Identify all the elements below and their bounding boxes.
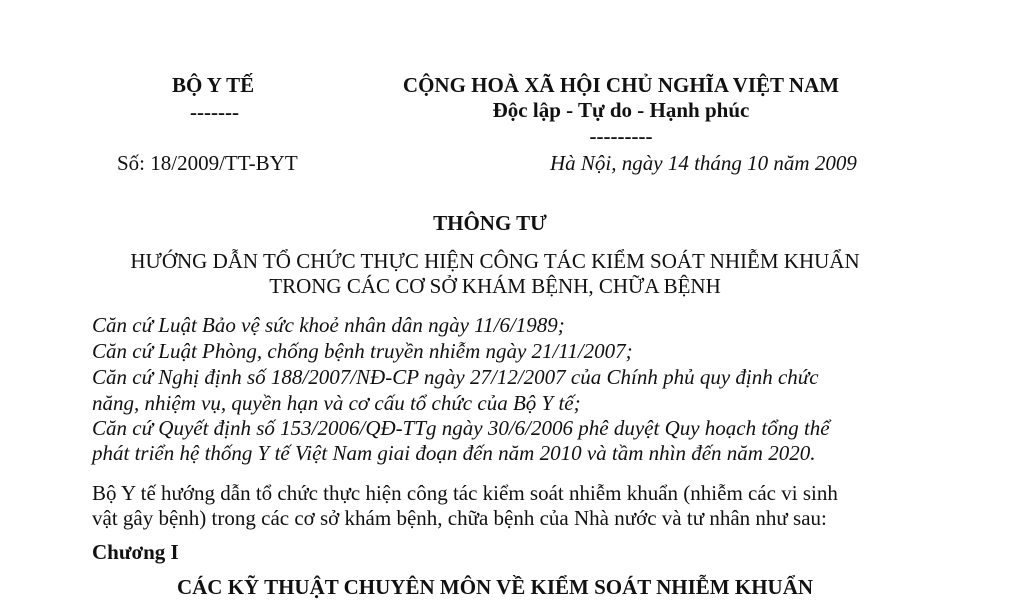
legal-basis-line: năng, nhiệm vụ, quyền hạn và cơ cấu tổ chức của Bộ Y tế; <box>92 391 581 415</box>
legal-basis-line: Căn cứ Nghị định số 188/2007/NĐ-CP ngày 27/12/2007 của Chính phủ quy định chức <box>92 365 819 389</box>
legal-basis-line: Căn cứ Quyết định số 153/2006/QĐ-TTg ngày 30/6/2006 phê duyệt Quy hoạch tổng thể <box>92 416 830 440</box>
national-motto: Độc lập - Tự do - Hạnh phúc <box>492 98 750 122</box>
document-type: THÔNG TƯ <box>433 211 547 235</box>
document-title-line-2: TRONG CÁC CƠ SỞ KHÁM BỆNH, CHỮA BỆNH <box>269 274 721 298</box>
ministry-underline: ------- <box>190 100 239 124</box>
legal-basis-line: Căn cứ Luật Phòng, chống bệnh truyền nhiễm ngày 21/11/2007; <box>92 339 633 363</box>
ministry-name: BỘ Y TẾ <box>172 73 255 97</box>
chapter-title: CÁC KỸ THUẬT CHUYÊN MÔN VỀ KIỂM SOÁT NHIỄM KHUẨN <box>176 575 814 599</box>
legal-basis-line: Căn cứ Luật Bảo vệ sức khoẻ nhân dân ngày 11/6/1989; <box>92 313 565 337</box>
place-and-date: Hà Nội, ngày 14 tháng 10 năm 2009 <box>550 151 857 175</box>
motto-underline: --------- <box>589 124 653 148</box>
legal-basis-line: phát triển hệ thống Y tế Việt Nam giai đoạn đến năm 2010 và tầm nhìn đến năm 2020. <box>92 441 816 465</box>
chapter-label: Chương I <box>92 540 179 564</box>
intro-paragraph-line-2: vật gây bệnh) trong các cơ sở khám bệnh, chữa bệnh của Nhà nước và tư nhân như sau: <box>92 506 827 530</box>
republic-name: CỘNG HOÀ XÃ HỘI CHỦ NGHĨA VIỆT NAM <box>402 73 840 97</box>
document-number: Số: 18/2009/TT-BYT <box>117 151 298 175</box>
intro-paragraph-line-1: Bộ Y tế hướng dẫn tổ chức thực hiện công tác kiểm soát nhiễm khuẩn (nhiễm các vi sinh <box>92 481 838 505</box>
document-title-line-1: HƯỚNG DẪN TỔ CHỨC THỰC HIỆN CÔNG TÁC KIỂM SOÁT NHIỄM KHUẨN <box>130 249 860 273</box>
